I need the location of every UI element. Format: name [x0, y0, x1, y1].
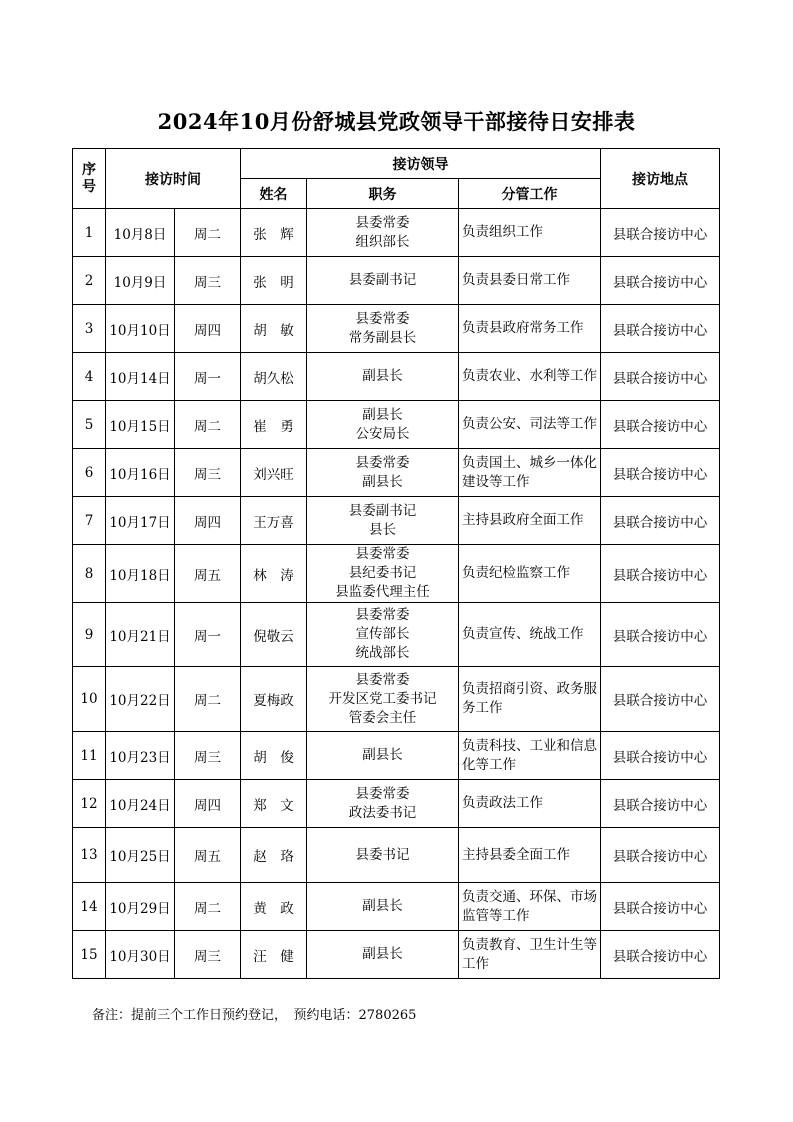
row-post-line: 管委会主任 [348, 709, 417, 726]
table-row [73, 780, 720, 828]
table-row [73, 828, 720, 883]
header-row-top [73, 149, 720, 179]
row-post-line: 副县长 [362, 473, 403, 490]
row-work: 负责县政府常务工作 [459, 305, 601, 353]
row-post-line: 副县长 [362, 946, 403, 962]
row-date: 10月17日 [106, 497, 175, 545]
row-weekday: 周三 [175, 449, 241, 497]
table-row [73, 545, 720, 603]
row-work: 负责交通、环保、市场监管等工作 [459, 883, 601, 931]
row-post [307, 828, 459, 883]
row-date: 10月29日 [106, 883, 175, 931]
row-post-line: 县委常委 [355, 785, 410, 802]
header-work: 分管工作 [459, 179, 601, 209]
row-work: 负责公安、司法等工作 [459, 401, 601, 449]
schedule-table [72, 148, 720, 979]
row-leader-name: 林 涛 [241, 545, 307, 603]
row-post-line: 县委副书记 [348, 272, 417, 288]
row-place: 县联合接访中心 [601, 353, 720, 401]
table-row [73, 931, 720, 979]
row-post-line: 副县长 [362, 898, 403, 914]
row-weekday: 周三 [175, 257, 241, 305]
table-row [73, 732, 720, 780]
row-number: 9 [73, 603, 106, 667]
table-row [73, 883, 720, 931]
row-post-line: 县委书记 [355, 846, 410, 863]
row-post-line: 县委常委 [355, 671, 410, 688]
row-post-line: 宣传部长 [355, 626, 410, 642]
row-date: 10月21日 [106, 603, 175, 667]
row-number: 11 [73, 732, 106, 780]
header-post: 职务 [307, 179, 459, 209]
header-seq: 序号 [73, 149, 106, 209]
header-name: 姓名 [241, 179, 307, 209]
row-post-line: 县长 [369, 521, 396, 538]
row-place: 县联合接访中心 [601, 305, 720, 353]
row-weekday: 周二 [175, 209, 241, 257]
row-number: 14 [73, 883, 106, 931]
row-number: 6 [73, 449, 106, 497]
row-date: 10月23日 [106, 732, 175, 780]
table-row [73, 305, 720, 353]
row-post-line: 常务副县长 [348, 329, 417, 346]
row-number: 15 [73, 931, 106, 979]
row-post-line: 县委副书记 [348, 502, 417, 519]
row-post-line: 县委常委 [355, 310, 410, 327]
row-place: 县联合接访中心 [601, 780, 720, 828]
row-number: 2 [73, 257, 106, 305]
row-weekday: 周四 [175, 497, 241, 545]
row-weekday: 周二 [175, 667, 241, 732]
row-work: 主持县政府全面工作 [459, 497, 601, 545]
row-work: 负责组织工作 [459, 209, 601, 257]
row-place: 县联合接访中心 [601, 497, 720, 545]
row-place: 县联合接访中心 [601, 931, 720, 979]
row-leader-name: 胡 俊 [241, 732, 307, 780]
row-place: 县联合接访中心 [601, 667, 720, 732]
row-work: 负责县委日常工作 [459, 257, 601, 305]
row-post [307, 603, 459, 667]
row-post-line: 开发区党工委书记 [328, 690, 437, 707]
table-row [73, 257, 720, 305]
row-leader-name: 郑 文 [241, 780, 307, 828]
row-place: 县联合接访中心 [601, 209, 720, 257]
row-date: 10月16日 [106, 449, 175, 497]
row-place: 县联合接访中心 [601, 828, 720, 883]
row-post-line: 县监委代理主任 [335, 584, 430, 600]
row-post-line: 公安局长 [355, 425, 410, 442]
row-place: 县联合接访中心 [601, 449, 720, 497]
row-weekday: 周三 [175, 732, 241, 780]
row-work: 负责政法工作 [459, 780, 601, 828]
row-weekday: 周三 [175, 931, 241, 979]
row-work: 负责农业、水利等工作 [459, 353, 601, 401]
row-place: 县联合接访中心 [601, 257, 720, 305]
row-post-line: 县委常委 [355, 214, 410, 231]
row-leader-name: 胡 敏 [241, 305, 307, 353]
row-number: 1 [73, 209, 106, 257]
header-leader: 接访领导 [241, 149, 601, 179]
row-date: 10月24日 [106, 780, 175, 828]
row-date: 10月8日 [106, 209, 175, 257]
row-post [307, 257, 459, 305]
row-leader-name: 刘兴旺 [241, 449, 307, 497]
row-place: 县联合接访中心 [601, 545, 720, 603]
row-leader-name: 张 明 [241, 257, 307, 305]
row-work: 负责国土、城乡一体化建设等工作 [459, 449, 601, 497]
row-post [307, 209, 459, 257]
row-work: 负责科技、工业和信息化等工作 [459, 732, 601, 780]
row-post-line: 县委常委 [355, 546, 410, 562]
row-weekday: 周一 [175, 353, 241, 401]
row-number: 7 [73, 497, 106, 545]
row-post-line: 副县长 [362, 406, 403, 423]
table-body [73, 209, 720, 979]
row-place: 县联合接访中心 [601, 883, 720, 931]
row-post [307, 305, 459, 353]
row-weekday: 周一 [175, 603, 241, 667]
table-row [73, 497, 720, 545]
row-post [307, 732, 459, 780]
row-weekday: 周五 [175, 828, 241, 883]
row-number: 12 [73, 780, 106, 828]
row-weekday: 周二 [175, 883, 241, 931]
row-work: 负责宣传、统战工作 [459, 603, 601, 667]
row-post-line: 县委常委 [355, 454, 410, 471]
row-post [307, 780, 459, 828]
table-row [73, 401, 720, 449]
row-post [307, 353, 459, 401]
row-date: 10月9日 [106, 257, 175, 305]
row-leader-name: 张 辉 [241, 209, 307, 257]
row-date: 10月14日 [106, 353, 175, 401]
row-post [307, 497, 459, 545]
row-number: 3 [73, 305, 106, 353]
row-date: 10月10日 [106, 305, 175, 353]
row-leader-name: 黄 政 [241, 883, 307, 931]
row-leader-name: 胡久松 [241, 353, 307, 401]
row-work: 负责纪检监察工作 [459, 545, 601, 603]
header-place: 接访地点 [601, 149, 720, 209]
row-post-line: 副县长 [362, 747, 403, 763]
table-row [73, 353, 720, 401]
row-post-line: 县委常委 [355, 607, 410, 623]
row-leader-name: 倪敬云 [241, 603, 307, 667]
row-leader-name: 崔 勇 [241, 401, 307, 449]
row-work: 负责招商引资、政务服务工作 [459, 667, 601, 732]
row-post [307, 931, 459, 979]
row-post [307, 449, 459, 497]
row-post-line: 县纪委书记 [348, 565, 417, 581]
table-row [73, 209, 720, 257]
row-number: 5 [73, 401, 106, 449]
row-leader-name: 夏梅政 [241, 667, 307, 732]
row-post [307, 667, 459, 732]
row-number: 8 [73, 545, 106, 603]
row-post-line: 政法委书记 [348, 804, 417, 821]
row-weekday: 周四 [175, 780, 241, 828]
row-post [307, 545, 459, 603]
row-post-line: 统战部长 [355, 645, 410, 661]
row-place: 县联合接访中心 [601, 401, 720, 449]
row-number: 13 [73, 828, 106, 883]
row-post-line: 组织部长 [355, 233, 410, 250]
row-leader-name: 赵 珞 [241, 828, 307, 883]
table-row [73, 603, 720, 667]
page-title: 2024年10月份舒城县党政领导干部接待日安排表 [157, 109, 636, 134]
row-place: 县联合接访中心 [601, 732, 720, 780]
row-date: 10月15日 [106, 401, 175, 449]
footer-note: 备注：提前三个工作日预约登记， 预约电话：2780265 [92, 1008, 417, 1023]
row-date: 10月30日 [106, 931, 175, 979]
row-leader-name: 汪 健 [241, 931, 307, 979]
row-weekday: 周四 [175, 305, 241, 353]
row-date: 10月25日 [106, 828, 175, 883]
table-row [73, 667, 720, 732]
row-post-line: 副县长 [362, 368, 403, 384]
row-weekday: 周二 [175, 401, 241, 449]
table-row [73, 449, 720, 497]
row-number: 4 [73, 353, 106, 401]
row-leader-name: 王万喜 [241, 497, 307, 545]
row-number: 10 [73, 667, 106, 732]
row-date: 10月18日 [106, 545, 175, 603]
row-place: 县联合接访中心 [601, 603, 720, 667]
row-weekday: 周五 [175, 545, 241, 603]
row-work: 主持县委全面工作 [459, 828, 601, 883]
header-time: 接访时间 [106, 149, 241, 209]
row-post [307, 883, 459, 931]
row-date: 10月22日 [106, 667, 175, 732]
row-post [307, 401, 459, 449]
row-work: 负责教育、卫生计生等工作 [459, 931, 601, 979]
